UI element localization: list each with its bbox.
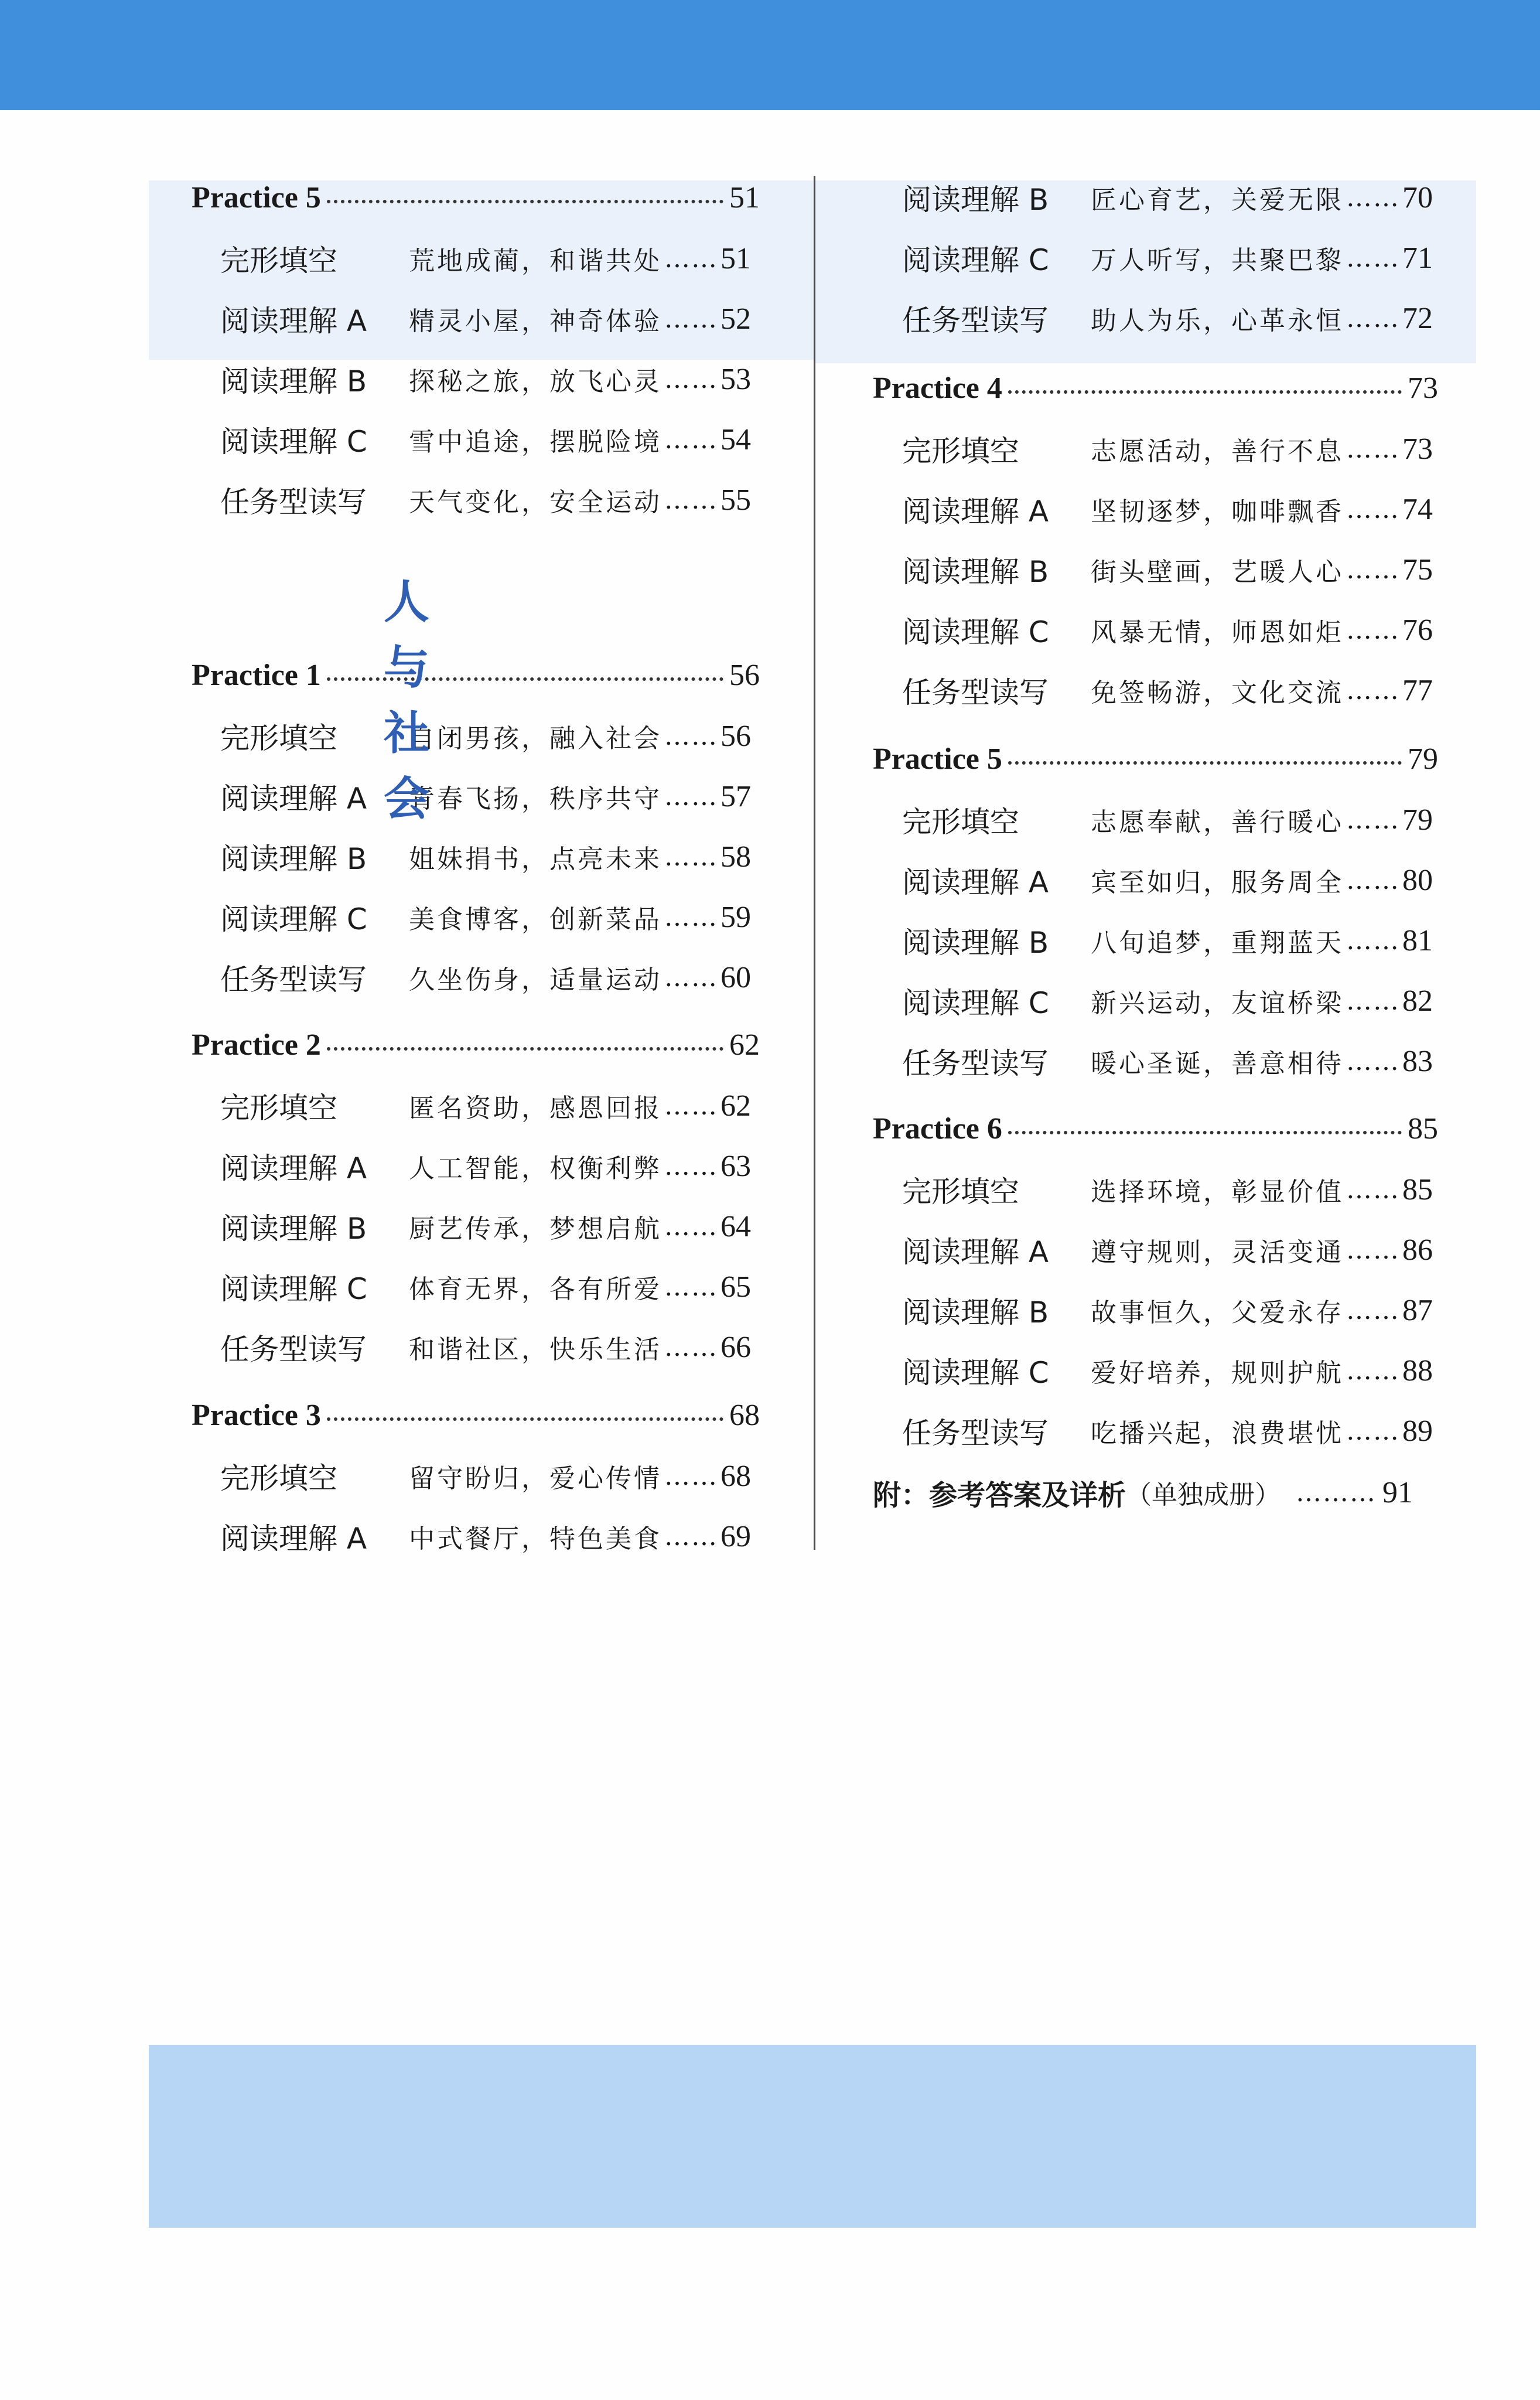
- page-number: 65: [721, 1270, 751, 1304]
- leader-dots: ……: [1346, 865, 1400, 895]
- page-number: 60: [721, 960, 751, 994]
- page-number: 69: [721, 1519, 751, 1553]
- topic-title: 宾至如归，服务周全: [1091, 868, 1344, 898]
- exercise-type: 任务型读写: [220, 963, 367, 997]
- exercise-type: 任务型读写: [902, 1416, 1049, 1450]
- page-number: 80: [1402, 863, 1433, 897]
- page-number: 72: [1402, 301, 1433, 335]
- exercise-type: 阅读理解 C: [220, 425, 367, 459]
- topic-title: 新兴运动，友谊桥梁: [1091, 988, 1344, 1018]
- leader-dots: [1008, 1131, 1402, 1134]
- leader-dots: ……: [1346, 1174, 1400, 1205]
- topic-title: 精灵小屋，神奇体验: [409, 306, 662, 336]
- leader-dots: ……: [1346, 243, 1400, 273]
- exercise-type: 完形填空: [220, 1091, 337, 1125]
- toc-entry-row: [220, 1453, 751, 1499]
- exercise-type: 阅读理解 A: [902, 865, 1049, 899]
- toc-entry-row: [902, 234, 1433, 281]
- exercise-type: 完形填空: [902, 1175, 1019, 1209]
- topic-title: 暖心圣诞，善意相待: [1091, 1049, 1344, 1079]
- toc-entry-row: [902, 1166, 1433, 1213]
- page-number: 55: [721, 483, 751, 517]
- exercise-type: 阅读理解 A: [220, 1522, 367, 1556]
- exercise-type: 阅读理解 A: [220, 782, 367, 816]
- toc-entry-row: [902, 606, 1433, 653]
- leader-dots: ……: [1346, 554, 1400, 585]
- page-number: 68: [721, 1459, 751, 1493]
- topic-title: 志愿奉献，善行暖心: [1091, 807, 1344, 837]
- leader-dots: ……: [664, 243, 718, 274]
- toc-entry-row: [902, 1347, 1433, 1394]
- toc-entry-row: [902, 857, 1433, 904]
- page-number: 88: [1402, 1354, 1433, 1388]
- leader-dots: [327, 1417, 723, 1421]
- page-number: 59: [721, 900, 751, 934]
- page-number: 58: [721, 840, 751, 874]
- toc-entry-row: [220, 833, 751, 880]
- practice-heading-row: [873, 364, 1438, 411]
- practice-heading-row: [192, 1392, 760, 1438]
- leader-dots: ……: [664, 1090, 718, 1121]
- leader-dots: ……: [664, 721, 718, 751]
- topic-title: 坚韧逐梦，咖啡飘香: [1091, 497, 1344, 527]
- topic-title: 街头壁画，艺暖人心: [1091, 557, 1344, 587]
- page-number: 85: [1408, 1112, 1438, 1146]
- topic-title: 爱好培养，规则护航: [1091, 1358, 1344, 1388]
- practice-title: Practice 3: [192, 1398, 321, 1432]
- practice-heading-row: [192, 174, 760, 221]
- leader-dots: ……: [664, 962, 718, 993]
- toc-entry-row: [902, 295, 1433, 342]
- page-number: 64: [721, 1209, 751, 1243]
- page-number: 89: [1402, 1414, 1433, 1448]
- exercise-type: 任务型读写: [902, 676, 1049, 710]
- page-number: 56: [721, 719, 751, 753]
- toc-entry-row: [902, 174, 1433, 221]
- leader-dots: ……: [1346, 925, 1400, 956]
- leader-dots: [1008, 390, 1402, 394]
- toc-entry-row: [902, 546, 1433, 593]
- leader-dots: ……: [664, 1271, 718, 1302]
- toc-entry-row: [902, 1038, 1433, 1085]
- practice-title: Practice 4: [873, 371, 1002, 405]
- practice-title: Practice 6: [873, 1112, 1002, 1146]
- exercise-type: 阅读理解 C: [902, 615, 1049, 649]
- practice-heading-row: [192, 652, 760, 698]
- toc-entry-row: [902, 1407, 1433, 1454]
- topic-title: 雪中追途，摆脱险境: [409, 427, 662, 457]
- leader-dots: ……: [664, 304, 718, 334]
- leader-dots: ……: [1346, 1416, 1400, 1446]
- leader-dots: [327, 200, 723, 203]
- exercise-type: 阅读理解 B: [902, 183, 1049, 217]
- topic-title: 美食博客，创新菜品: [409, 905, 662, 935]
- toc-entry-row: [220, 1143, 751, 1189]
- page-number: 63: [721, 1149, 751, 1183]
- column-divider: [814, 176, 815, 1550]
- topic-title: 久坐伤身，适量运动: [409, 965, 662, 995]
- practice-title: Practice 5: [192, 180, 321, 214]
- leader-dots: ……: [1346, 804, 1400, 835]
- exercise-type: 阅读理解 C: [220, 1272, 367, 1306]
- toc-entry-row: [220, 1263, 751, 1310]
- topic-title: 故事恒久，父爱永存: [1091, 1298, 1344, 1328]
- page-number: 53: [721, 362, 751, 396]
- page-number: 79: [1408, 742, 1438, 776]
- toc-entry-row: [902, 667, 1433, 714]
- toc-entry-row: [220, 416, 751, 463]
- topic-title: 厨艺传承，梦想启航: [409, 1214, 662, 1244]
- topic-title: 姐妹捐书，点亮未来: [409, 844, 662, 874]
- exercise-type: 阅读理解 B: [220, 364, 367, 398]
- leader-dots: ……: [1346, 1355, 1400, 1386]
- exercise-type: 任务型读写: [220, 1332, 367, 1366]
- topic-title: 八旬追梦，重翔蓝天: [1091, 928, 1344, 958]
- page-number: 73: [1402, 432, 1433, 466]
- page-number: 82: [1402, 984, 1433, 1018]
- appendix-label: 附：参考答案及详析: [873, 1478, 1126, 1512]
- leader-dots: ……: [1346, 675, 1400, 705]
- topic-title: 匿名资助，感恩回报: [409, 1093, 662, 1123]
- toc-entry-row: [220, 356, 751, 403]
- topic-title: 匠心育艺，关爱无限: [1091, 185, 1344, 215]
- topic-title: 免签畅游，文化交流: [1091, 678, 1344, 708]
- page-number: 54: [721, 422, 751, 456]
- exercise-type: 任务型读写: [902, 1046, 1049, 1080]
- exercise-type: 阅读理解 A: [220, 1151, 367, 1185]
- leader-dots: ……: [1346, 182, 1400, 213]
- toc-entry-row: [220, 1082, 751, 1129]
- leader-dots: ……: [1346, 986, 1400, 1016]
- toc-entry-row: [220, 1513, 751, 1560]
- exercise-type: 完形填空: [220, 1461, 337, 1495]
- toc-entry-row: [220, 235, 751, 282]
- exercise-type: 完形填空: [902, 805, 1019, 839]
- appendix-entry-row: [873, 1469, 1413, 1516]
- exercise-type: 阅读理解 B: [220, 842, 367, 876]
- leader-dots: [1008, 761, 1402, 765]
- leader-dots: ……: [1346, 615, 1400, 645]
- page-number: 70: [1402, 180, 1433, 214]
- page-number: 85: [1402, 1172, 1433, 1206]
- page-number: 56: [729, 658, 760, 692]
- topic-title: 和谐社区，快乐生活: [409, 1335, 662, 1365]
- leader-dots: ……: [664, 364, 718, 394]
- leader-dots: ……: [664, 781, 718, 812]
- leader-dots: ……: [664, 485, 718, 515]
- topic-title: 自闭男孩，融入社会: [409, 724, 662, 754]
- toc-entry-row: [220, 295, 751, 342]
- exercise-type: 完形填空: [902, 434, 1019, 468]
- topic-title: 志愿活动，善行不息: [1091, 437, 1344, 466]
- exercise-type: 完形填空: [220, 244, 337, 278]
- leader-dots: ……: [664, 1521, 718, 1552]
- topic-title: 留守盼归，爱心传情: [409, 1464, 662, 1494]
- topic-title: 万人听写，共聚巴黎: [1091, 246, 1344, 275]
- page-number: 77: [1402, 673, 1433, 707]
- leader-dots: [327, 1047, 723, 1051]
- topic-title: 体育无界，各有所爱: [409, 1274, 662, 1304]
- exercise-type: 任务型读写: [902, 304, 1049, 338]
- topic-title: 风暴无情，师恩如炬: [1091, 618, 1344, 647]
- exercise-type: 阅读理解 A: [902, 495, 1049, 529]
- topic-title: 荒地成蔺，和谐共处: [409, 246, 662, 276]
- leader-dots: ………: [1296, 1477, 1377, 1508]
- page-number: 76: [1402, 613, 1433, 647]
- toc-entry-row: [220, 1324, 751, 1371]
- topic-title: 遵守规则，灵活变通: [1091, 1238, 1344, 1267]
- topic-title: 青春飞扬，秩序共守: [409, 784, 662, 814]
- toc-entry-row: [220, 476, 751, 523]
- toc-entry-row: [902, 977, 1433, 1024]
- leader-dots: ……: [1346, 434, 1400, 464]
- section-heading: 人与社会: [384, 575, 432, 826]
- page-number: 81: [1402, 923, 1433, 957]
- page-number: 86: [1402, 1233, 1433, 1267]
- leader-dots: ……: [664, 1151, 718, 1181]
- practice-heading-row: [192, 1021, 760, 1068]
- practice-heading-row: [873, 1105, 1438, 1152]
- exercise-type: 阅读理解 B: [902, 1296, 1049, 1329]
- leader-dots: ……: [664, 1332, 718, 1362]
- toc-entry-row: [220, 954, 751, 1001]
- page-number: 71: [1402, 241, 1433, 275]
- topic-title: 人工智能，权衡利弊: [409, 1154, 662, 1184]
- practice-title: Practice 1: [192, 658, 321, 692]
- exercise-type: 阅读理解 A: [220, 304, 367, 338]
- toc-entry-row: [902, 1226, 1433, 1273]
- page-number: 66: [721, 1330, 751, 1364]
- toc-entry-row: [902, 425, 1433, 472]
- page-number: 73: [1408, 371, 1438, 405]
- toc-entry-row: [220, 773, 751, 820]
- exercise-type: 完形填空: [220, 721, 337, 755]
- topic-title: 选择环境，彰显价值: [1091, 1177, 1344, 1207]
- toc-entry-row: [220, 712, 751, 759]
- leader-dots: ……: [664, 1211, 718, 1242]
- toc-entry-row: [220, 1203, 751, 1250]
- topic-title: 助人为乐，心革永恒: [1091, 306, 1344, 336]
- page-number: 68: [729, 1398, 760, 1432]
- page-number: 83: [1402, 1044, 1433, 1078]
- page-number: 62: [729, 1028, 760, 1062]
- page-number: 91: [1382, 1475, 1413, 1509]
- exercise-type: 阅读理解 B: [902, 555, 1049, 589]
- exercise-type: 阅读理解 B: [902, 926, 1049, 960]
- leader-dots: ……: [664, 902, 718, 932]
- page-number: 57: [721, 779, 751, 813]
- toc-entry-row: [902, 796, 1433, 843]
- exercise-type: 阅读理解 C: [902, 986, 1049, 1020]
- leader-dots: ……: [664, 841, 718, 872]
- leader-dots: ……: [1346, 1295, 1400, 1325]
- page-number: 87: [1402, 1293, 1433, 1327]
- leader-dots: ……: [1346, 1046, 1400, 1076]
- page-number: 79: [1402, 803, 1433, 837]
- page-number: 75: [1402, 553, 1433, 587]
- topic-title: 中式餐厅，特色美食: [409, 1524, 662, 1554]
- leader-dots: ……: [664, 1461, 718, 1491]
- toc-entry-row: [902, 1287, 1433, 1334]
- page-number: 51: [721, 241, 751, 275]
- exercise-type: 阅读理解 C: [220, 902, 367, 936]
- exercise-type: 阅读理解 C: [902, 1356, 1049, 1390]
- toc-entry-row: [220, 894, 751, 940]
- topic-title: 探秘之旅，放飞心灵: [409, 367, 662, 397]
- practice-heading-row: [873, 735, 1438, 782]
- leader-dots: ……: [1346, 494, 1400, 524]
- leader-dots: ……: [664, 424, 718, 455]
- practice-title: Practice 5: [873, 742, 1002, 776]
- practice-title: Practice 2: [192, 1028, 321, 1062]
- page-number: 62: [721, 1089, 751, 1123]
- page-number: 74: [1402, 492, 1433, 526]
- leader-dots: ……: [1346, 303, 1400, 333]
- page-number: 52: [721, 302, 751, 336]
- topic-title: 天气变化，安全运动: [409, 488, 662, 517]
- leader-dots: ……: [1346, 1235, 1400, 1265]
- exercise-type: 阅读理解 A: [902, 1235, 1049, 1269]
- toc-entry-row: [902, 917, 1433, 964]
- header-color-band: [0, 0, 1540, 110]
- footer-color-block: [149, 2045, 1476, 2228]
- exercise-type: 任务型读写: [220, 485, 367, 519]
- toc-entry-row: [902, 486, 1433, 533]
- exercise-type: 阅读理解 C: [902, 243, 1049, 277]
- appendix-note: （单独成册）: [1126, 1480, 1281, 1510]
- exercise-type: 阅读理解 B: [220, 1212, 367, 1246]
- page-number: 51: [729, 180, 760, 214]
- topic-title: 吃播兴起，浪费堪忧: [1091, 1419, 1344, 1448]
